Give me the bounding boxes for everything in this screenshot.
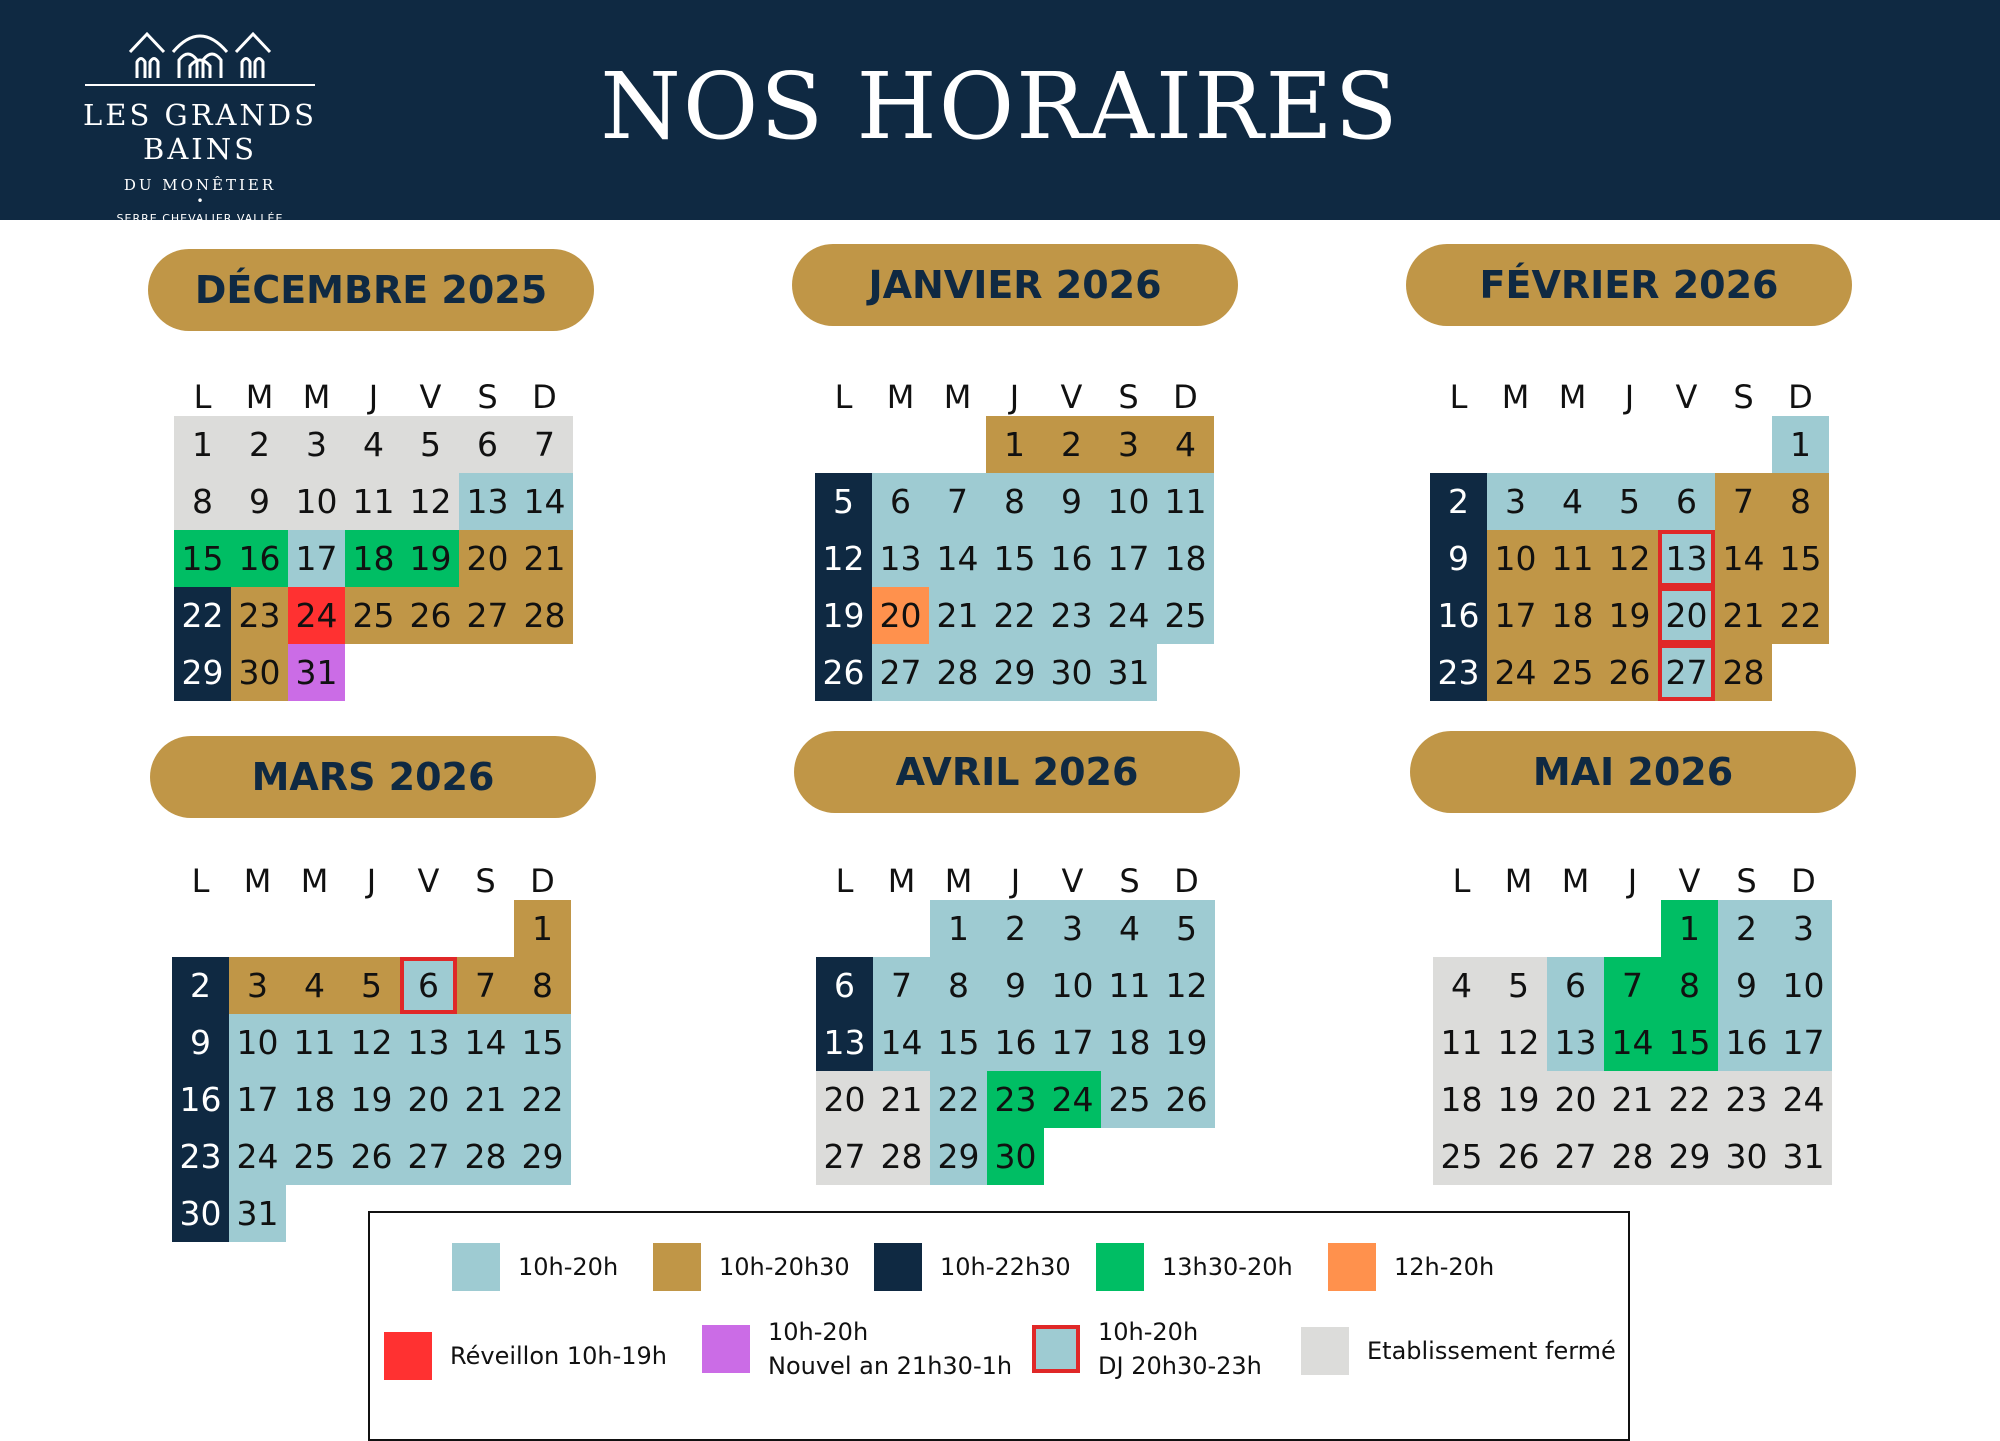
day-cell-fevrier-2026-14: 14 [1715, 530, 1772, 587]
day-cell-decembre-2025-26: 26 [402, 587, 459, 644]
day-cell-decembre-2025-12: 12 [402, 473, 459, 530]
day-cell-mai-2026-2: 2 [1718, 900, 1775, 957]
day-cell-fevrier-2026-21: 21 [1715, 587, 1772, 644]
brand-name: LES GRANDS BAINS [83, 98, 317, 166]
legend-label: 10h-20h Nouvel an 21h30-1h [768, 1318, 1013, 1380]
weekday-label: V [1061, 862, 1084, 900]
day-cell-mai-2026-16: 16 [1718, 1014, 1775, 1071]
day-cell-decembre-2025-30: 30 [231, 644, 288, 701]
weekday-label: J [1010, 862, 1021, 900]
day-cell-mars-2026-15: 15 [514, 1014, 571, 1071]
day-cell-mars-2026-2: 2 [172, 957, 229, 1014]
day-cell-fevrier-2026-22: 22 [1772, 587, 1829, 644]
day-cell-mai-2026-10: 10 [1775, 957, 1832, 1014]
legend-label: Réveillon 10h-19h [450, 1342, 668, 1370]
day-cell-avril-2026-18: 18 [1101, 1014, 1158, 1071]
day-cell-fevrier-2026-23: 23 [1430, 644, 1487, 701]
day-cell-janvier-2026-31: 31 [1100, 644, 1157, 701]
header-banner [0, 0, 2000, 225]
weekday-label: S [1118, 378, 1139, 416]
day-cell-mai-2026-17: 17 [1775, 1014, 1832, 1071]
day-cell-mars-2026-21: 21 [457, 1071, 514, 1128]
weekday-label: D [532, 378, 557, 416]
weekday-label: M [245, 378, 274, 416]
day-cell-avril-2026-13: 13 [816, 1014, 873, 1071]
day-cell-janvier-2026-6: 6 [872, 473, 929, 530]
day-cell-avril-2026-27: 27 [816, 1128, 873, 1185]
day-cell-mars-2026-5: 5 [343, 957, 400, 1014]
legend-item-13h30-20h [1096, 1243, 1293, 1291]
day-cell-mai-2026-1: 1 [1661, 900, 1718, 957]
day-cell-mars-2026-6: 6 [400, 957, 457, 1014]
legend-item-dj [1032, 1315, 1262, 1383]
month-title-janvier-2026: JANVIER 2026 [792, 244, 1238, 326]
day-cell-janvier-2026-27: 27 [872, 644, 929, 701]
day-cell-avril-2026-11: 11 [1101, 957, 1158, 1014]
day-cell-decembre-2025-16: 16 [231, 530, 288, 587]
day-cell-mars-2026-31: 31 [229, 1185, 286, 1242]
day-cell-decembre-2025-18: 18 [345, 530, 402, 587]
day-cell-mars-2026-29: 29 [514, 1128, 571, 1185]
day-cell-fevrier-2026-5: 5 [1601, 473, 1658, 530]
day-cell-mai-2026-24: 24 [1775, 1071, 1832, 1128]
day-cell-avril-2026-22: 22 [930, 1071, 987, 1128]
day-cell-decembre-2025-27: 27 [459, 587, 516, 644]
weekday-label: M [300, 862, 329, 900]
day-cell-fevrier-2026-1: 1 [1772, 416, 1829, 473]
day-cell-janvier-2026-21: 21 [929, 587, 986, 644]
day-cell-janvier-2026-29: 29 [986, 644, 1043, 701]
legend-item-12h-20h [1328, 1243, 1494, 1291]
day-cell-avril-2026-14: 14 [873, 1014, 930, 1071]
legend-swatch-light-blue [452, 1243, 500, 1291]
day-cell-avril-2026-15: 15 [930, 1014, 987, 1071]
weekday-label: M [1558, 378, 1587, 416]
day-cell-fevrier-2026-7: 7 [1715, 473, 1772, 530]
day-cell-mai-2026-8: 8 [1661, 957, 1718, 1014]
day-cell-janvier-2026-15: 15 [986, 530, 1043, 587]
day-cell-fevrier-2026-12: 12 [1601, 530, 1658, 587]
weekday-label: V [1060, 378, 1083, 416]
day-cell-mai-2026-29: 29 [1661, 1128, 1718, 1185]
day-cell-fevrier-2026-19: 19 [1601, 587, 1658, 644]
legend-swatch-red [384, 1332, 432, 1380]
weekday-label: M [1501, 378, 1530, 416]
weekday-label: S [475, 862, 496, 900]
day-cell-decembre-2025-17: 17 [288, 530, 345, 587]
day-cell-janvier-2026-18: 18 [1157, 530, 1214, 587]
day-cell-decembre-2025-2: 2 [231, 416, 288, 473]
day-cell-fevrier-2026-16: 16 [1430, 587, 1487, 644]
day-cell-decembre-2025-11: 11 [345, 473, 402, 530]
month-title-mars-2026: MARS 2026 [150, 736, 596, 818]
weekday-label: V [1675, 378, 1698, 416]
day-cell-mars-2026-30: 30 [172, 1185, 229, 1242]
day-cell-mai-2026-18: 18 [1433, 1071, 1490, 1128]
weekday-label: L [191, 862, 210, 900]
weekday-label: J [366, 862, 377, 900]
day-cell-mai-2026-5: 5 [1490, 957, 1547, 1014]
day-cell-avril-2026-7: 7 [873, 957, 930, 1014]
day-cell-mai-2026-6: 6 [1547, 957, 1604, 1014]
day-cell-mai-2026-13: 13 [1547, 1014, 1604, 1071]
day-cell-decembre-2025-7: 7 [516, 416, 573, 473]
day-cell-janvier-2026-3: 3 [1100, 416, 1157, 473]
weekday-label: M [1561, 862, 1590, 900]
weekday-label: D [1788, 378, 1813, 416]
legend-label: 12h-20h [1394, 1253, 1495, 1281]
weekday-label: J [1624, 378, 1635, 416]
legend-swatch-navy [874, 1243, 922, 1291]
day-cell-avril-2026-9: 9 [987, 957, 1044, 1014]
day-cell-decembre-2025-6: 6 [459, 416, 516, 473]
day-cell-mars-2026-8: 8 [514, 957, 571, 1014]
day-cell-mai-2026-28: 28 [1604, 1128, 1661, 1185]
month-title-decembre-2025: DÉCEMBRE 2025 [148, 249, 594, 331]
day-cell-avril-2026-28: 28 [873, 1128, 930, 1185]
legend-label: 10h-20h DJ 20h30-23h [1098, 1318, 1262, 1380]
day-cell-decembre-2025-10: 10 [288, 473, 345, 530]
day-cell-decembre-2025-28: 28 [516, 587, 573, 644]
day-cell-avril-2026-24: 24 [1044, 1071, 1101, 1128]
day-cell-decembre-2025-21: 21 [516, 530, 573, 587]
day-cell-decembre-2025-25: 25 [345, 587, 402, 644]
day-cell-janvier-2026-4: 4 [1157, 416, 1214, 473]
day-cell-janvier-2026-12: 12 [815, 530, 872, 587]
day-cell-avril-2026-8: 8 [930, 957, 987, 1014]
day-cell-mai-2026-23: 23 [1718, 1071, 1775, 1128]
legend-swatch-purple [702, 1325, 750, 1373]
day-cell-mai-2026-15: 15 [1661, 1014, 1718, 1071]
legend-label: 10h-20h [518, 1253, 619, 1281]
day-cell-avril-2026-21: 21 [873, 1071, 930, 1128]
day-cell-janvier-2026-28: 28 [929, 644, 986, 701]
day-cell-decembre-2025-9: 9 [231, 473, 288, 530]
day-cell-fevrier-2026-8: 8 [1772, 473, 1829, 530]
weekday-label: L [835, 862, 854, 900]
day-cell-janvier-2026-2: 2 [1043, 416, 1100, 473]
brand-dot: • [196, 194, 204, 208]
weekday-label: J [1009, 378, 1020, 416]
legend-label: 10h-22h30 [940, 1253, 1071, 1281]
day-cell-mars-2026-20: 20 [400, 1071, 457, 1128]
legend-item-nouvel-an [702, 1315, 1012, 1383]
day-cell-avril-2026-25: 25 [1101, 1071, 1158, 1128]
day-cell-janvier-2026-20: 20 [872, 587, 929, 644]
day-cell-decembre-2025-29: 29 [174, 644, 231, 701]
day-cell-avril-2026-10: 10 [1044, 957, 1101, 1014]
day-cell-fevrier-2026-26: 26 [1601, 644, 1658, 701]
weekday-label: M [243, 862, 272, 900]
day-cell-mars-2026-4: 4 [286, 957, 343, 1014]
day-cell-janvier-2026-23: 23 [1043, 587, 1100, 644]
day-cell-mai-2026-12: 12 [1490, 1014, 1547, 1071]
weekday-label: S [1733, 378, 1754, 416]
day-cell-fevrier-2026-11: 11 [1544, 530, 1601, 587]
day-cell-fevrier-2026-25: 25 [1544, 644, 1601, 701]
day-cell-fevrier-2026-24: 24 [1487, 644, 1544, 701]
day-cell-janvier-2026-7: 7 [929, 473, 986, 530]
day-cell-decembre-2025-4: 4 [345, 416, 402, 473]
month-title-mai-2026: MAI 2026 [1410, 731, 1856, 813]
day-cell-avril-2026-2: 2 [987, 900, 1044, 957]
month-title-avril-2026: AVRIL 2026 [794, 731, 1240, 813]
day-cell-mars-2026-3: 3 [229, 957, 286, 1014]
day-cell-janvier-2026-22: 22 [986, 587, 1043, 644]
day-cell-avril-2026-1: 1 [930, 900, 987, 957]
day-cell-mai-2026-19: 19 [1490, 1071, 1547, 1128]
day-cell-janvier-2026-5: 5 [815, 473, 872, 530]
legend [368, 1211, 1630, 1441]
brand-subtitle: DU MONÊTIER [123, 176, 277, 194]
day-cell-fevrier-2026-2: 2 [1430, 473, 1487, 530]
day-cell-fevrier-2026-3: 3 [1487, 473, 1544, 530]
day-cell-avril-2026-29: 29 [930, 1128, 987, 1185]
day-cell-fevrier-2026-6: 6 [1658, 473, 1715, 530]
day-cell-mai-2026-4: 4 [1433, 957, 1490, 1014]
day-cell-mars-2026-16: 16 [172, 1071, 229, 1128]
day-cell-fevrier-2026-17: 17 [1487, 587, 1544, 644]
weekday-label: D [530, 862, 555, 900]
weekday-label: V [417, 862, 440, 900]
weekday-label: D [1174, 862, 1199, 900]
day-cell-mars-2026-14: 14 [457, 1014, 514, 1071]
day-cell-mars-2026-9: 9 [172, 1014, 229, 1071]
day-cell-decembre-2025-22: 22 [174, 587, 231, 644]
day-cell-mai-2026-20: 20 [1547, 1071, 1604, 1128]
legend-item-10h-20h [452, 1243, 618, 1291]
day-cell-mars-2026-19: 19 [343, 1071, 400, 1128]
day-cell-fevrier-2026-9: 9 [1430, 530, 1487, 587]
weekday-label: L [1452, 862, 1471, 900]
day-cell-mai-2026-3: 3 [1775, 900, 1832, 957]
day-cell-mai-2026-22: 22 [1661, 1071, 1718, 1128]
day-cell-mai-2026-31: 31 [1775, 1128, 1832, 1185]
day-cell-avril-2026-12: 12 [1158, 957, 1215, 1014]
day-cell-decembre-2025-20: 20 [459, 530, 516, 587]
day-cell-fevrier-2026-13: 13 [1658, 530, 1715, 587]
weekday-label: S [1119, 862, 1140, 900]
legend-swatch-green [1096, 1243, 1144, 1291]
legend-swatch-gray [1301, 1327, 1349, 1375]
weekday-label: S [1736, 862, 1757, 900]
day-cell-mai-2026-14: 14 [1604, 1014, 1661, 1071]
weekday-label: D [1791, 862, 1816, 900]
day-cell-mars-2026-18: 18 [286, 1071, 343, 1128]
day-cell-avril-2026-19: 19 [1158, 1014, 1215, 1071]
day-cell-mars-2026-12: 12 [343, 1014, 400, 1071]
weekday-label: M [944, 862, 973, 900]
day-cell-mars-2026-1: 1 [514, 900, 571, 957]
day-cell-janvier-2026-11: 11 [1157, 473, 1214, 530]
weekday-label: D [1173, 378, 1198, 416]
day-cell-fevrier-2026-15: 15 [1772, 530, 1829, 587]
weekday-label: M [886, 378, 915, 416]
weekday-label: L [193, 378, 212, 416]
weekday-label: J [368, 378, 379, 416]
day-cell-fevrier-2026-28: 28 [1715, 644, 1772, 701]
day-cell-decembre-2025-13: 13 [459, 473, 516, 530]
legend-item-10h-20h30 [653, 1243, 850, 1291]
day-cell-mai-2026-7: 7 [1604, 957, 1661, 1014]
weekday-label: M [887, 862, 916, 900]
day-cell-mai-2026-26: 26 [1490, 1128, 1547, 1185]
weekday-label: M [1504, 862, 1533, 900]
day-cell-fevrier-2026-18: 18 [1544, 587, 1601, 644]
day-cell-mai-2026-9: 9 [1718, 957, 1775, 1014]
day-cell-mai-2026-27: 27 [1547, 1128, 1604, 1185]
day-cell-janvier-2026-30: 30 [1043, 644, 1100, 701]
day-cell-mars-2026-28: 28 [457, 1128, 514, 1185]
day-cell-janvier-2026-26: 26 [815, 644, 872, 701]
day-cell-avril-2026-26: 26 [1158, 1071, 1215, 1128]
day-cell-mars-2026-25: 25 [286, 1128, 343, 1185]
day-cell-decembre-2025-15: 15 [174, 530, 231, 587]
day-cell-decembre-2025-14: 14 [516, 473, 573, 530]
day-cell-janvier-2026-25: 25 [1157, 587, 1214, 644]
weekday-label: M [943, 378, 972, 416]
page-title: NOS HORAIRES [600, 53, 1400, 160]
day-cell-decembre-2025-31: 31 [288, 644, 345, 701]
day-cell-avril-2026-4: 4 [1101, 900, 1158, 957]
day-cell-decembre-2025-24: 24 [288, 587, 345, 644]
legend-swatch-orange [1328, 1243, 1376, 1291]
legend-swatch-gold [653, 1243, 701, 1291]
day-cell-mai-2026-25: 25 [1433, 1128, 1490, 1185]
day-cell-mars-2026-13: 13 [400, 1014, 457, 1071]
weekday-label: M [302, 378, 331, 416]
day-cell-avril-2026-6: 6 [816, 957, 873, 1014]
day-cell-fevrier-2026-4: 4 [1544, 473, 1601, 530]
day-cell-avril-2026-5: 5 [1158, 900, 1215, 957]
day-cell-mai-2026-21: 21 [1604, 1071, 1661, 1128]
brand-location: SERRE CHEVALIER VALLÉE [116, 212, 284, 225]
day-cell-decembre-2025-23: 23 [231, 587, 288, 644]
day-cell-janvier-2026-1: 1 [986, 416, 1043, 473]
day-cell-avril-2026-16: 16 [987, 1014, 1044, 1071]
day-cell-avril-2026-3: 3 [1044, 900, 1101, 957]
day-cell-mars-2026-23: 23 [172, 1128, 229, 1185]
legend-item-ferme [1301, 1327, 1616, 1375]
day-cell-decembre-2025-5: 5 [402, 416, 459, 473]
weekday-label: L [1449, 378, 1468, 416]
day-cell-mars-2026-7: 7 [457, 957, 514, 1014]
day-cell-janvier-2026-9: 9 [1043, 473, 1100, 530]
legend-label: Etablissement fermé [1367, 1337, 1616, 1365]
day-cell-mars-2026-17: 17 [229, 1071, 286, 1128]
day-cell-avril-2026-20: 20 [816, 1071, 873, 1128]
weekday-label: V [419, 378, 442, 416]
day-cell-mars-2026-24: 24 [229, 1128, 286, 1185]
day-cell-fevrier-2026-27: 27 [1658, 644, 1715, 701]
day-cell-decembre-2025-19: 19 [402, 530, 459, 587]
legend-item-reveillon [384, 1332, 667, 1380]
day-cell-avril-2026-17: 17 [1044, 1014, 1101, 1071]
day-cell-fevrier-2026-10: 10 [1487, 530, 1544, 587]
day-cell-decembre-2025-3: 3 [288, 416, 345, 473]
weekday-label: L [834, 378, 853, 416]
day-cell-janvier-2026-24: 24 [1100, 587, 1157, 644]
legend-item-10h-22h30 [874, 1243, 1071, 1291]
day-cell-avril-2026-30: 30 [987, 1128, 1044, 1185]
day-cell-janvier-2026-16: 16 [1043, 530, 1100, 587]
day-cell-janvier-2026-17: 17 [1100, 530, 1157, 587]
weekday-label: S [477, 378, 498, 416]
day-cell-mars-2026-27: 27 [400, 1128, 457, 1185]
day-cell-avril-2026-23: 23 [987, 1071, 1044, 1128]
day-cell-mars-2026-26: 26 [343, 1128, 400, 1185]
day-cell-mai-2026-30: 30 [1718, 1128, 1775, 1185]
weekday-label: V [1678, 862, 1701, 900]
legend-swatch-dj [1032, 1325, 1080, 1373]
legend-label: 13h30-20h [1162, 1253, 1293, 1281]
day-cell-mai-2026-11: 11 [1433, 1014, 1490, 1071]
day-cell-fevrier-2026-20: 20 [1658, 587, 1715, 644]
day-cell-janvier-2026-8: 8 [986, 473, 1043, 530]
day-cell-janvier-2026-14: 14 [929, 530, 986, 587]
day-cell-decembre-2025-8: 8 [174, 473, 231, 530]
day-cell-decembre-2025-1: 1 [174, 416, 231, 473]
day-cell-janvier-2026-13: 13 [872, 530, 929, 587]
day-cell-mars-2026-11: 11 [286, 1014, 343, 1071]
month-title-fevrier-2026: FÉVRIER 2026 [1406, 244, 1852, 326]
legend-label: 10h-20h30 [719, 1253, 850, 1281]
day-cell-janvier-2026-10: 10 [1100, 473, 1157, 530]
day-cell-mars-2026-10: 10 [229, 1014, 286, 1071]
day-cell-janvier-2026-19: 19 [815, 587, 872, 644]
weekday-label: J [1627, 862, 1638, 900]
day-cell-mars-2026-22: 22 [514, 1071, 571, 1128]
